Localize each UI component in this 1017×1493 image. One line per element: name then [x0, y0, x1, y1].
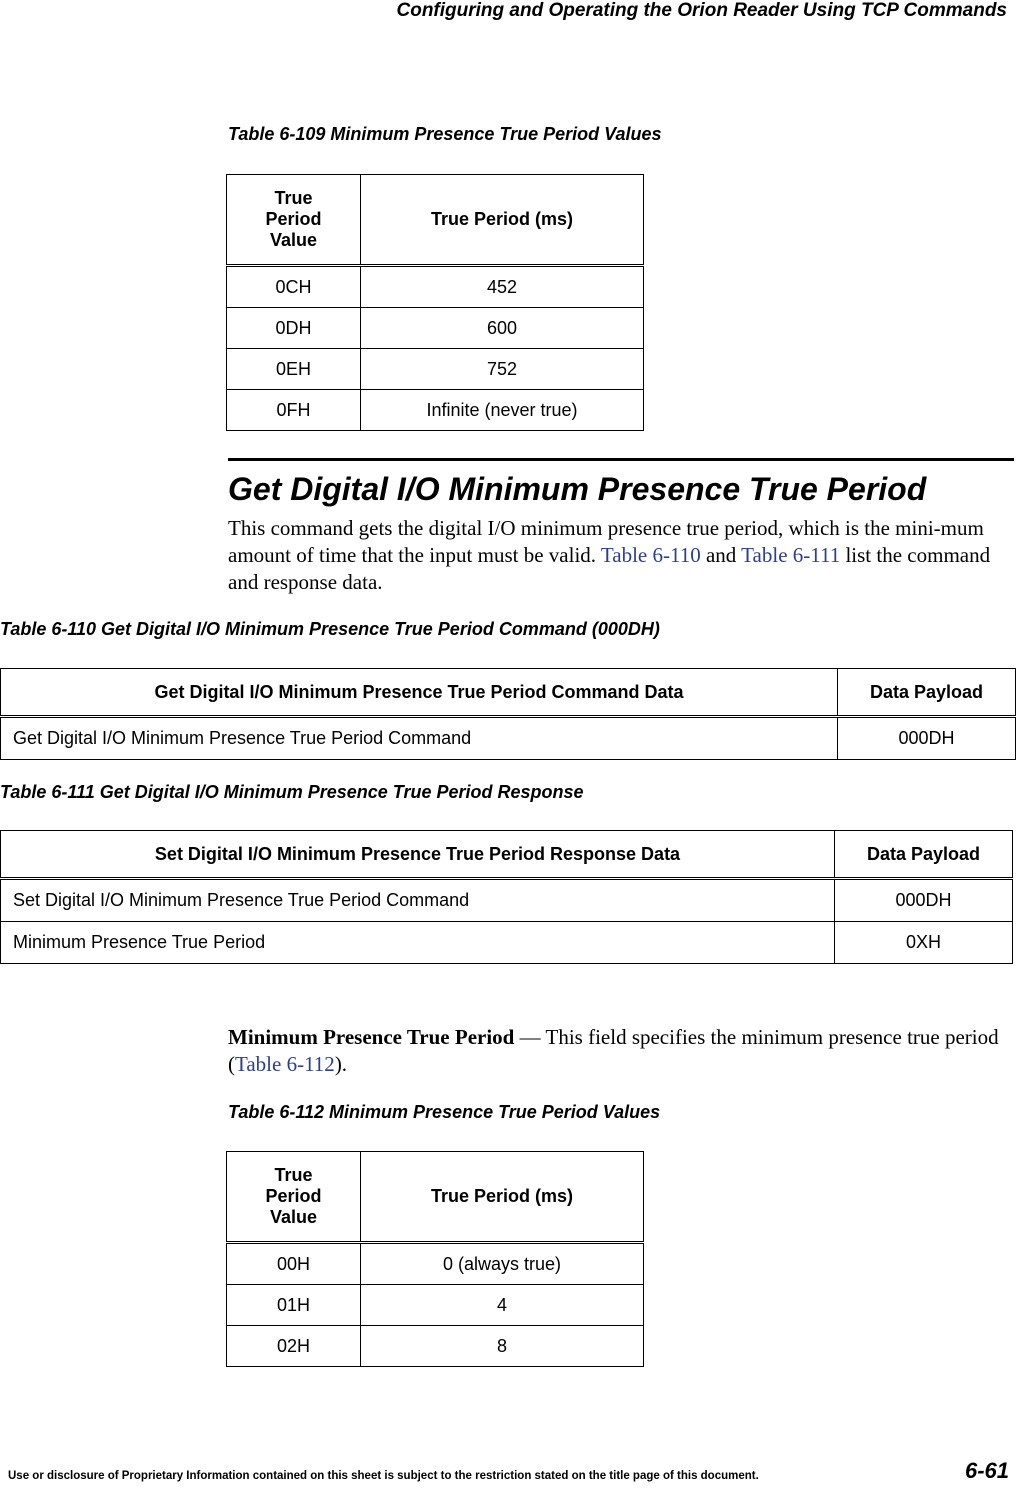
table-110-header-data: Get Digital I/O Minimum Presence True Period Command Data: [1, 669, 838, 717]
xref-table-6-112[interactable]: Table 6-112: [235, 1052, 335, 1076]
table-110-header-payload: Data Payload: [838, 669, 1016, 717]
section-paragraph: This command gets the digital I/O minimum presence true period, which is the mini-mum amount of time that the input must be valid. Table 6-110 and Table 6-111 list the command and response data.: [228, 516, 991, 594]
table-112-header-value: True Period Value: [227, 1152, 361, 1243]
footer-notice: Use or disclosure of Proprietary Information contained on this sheet is subject to the restriction stated on the title page of this document.: [8, 1470, 759, 1482]
table-112: [226, 1151, 644, 1367]
table-row: 01H 4: [227, 1285, 644, 1326]
table-110: [0, 668, 1016, 760]
table-row: 0FH Infinite (never true): [227, 390, 644, 431]
xref-table-6-110[interactable]: Table 6-110: [600, 543, 701, 567]
section-rule: [228, 458, 1014, 461]
table-112-caption: Table 6-112 Minimum Presence True Period Values: [228, 1102, 661, 1122]
table-109: [226, 174, 644, 431]
table-row: Minimum Presence True Period 0XH: [1, 922, 1013, 964]
table-111-header-data: Set Digital I/O Minimum Presence True Period Response Data: [1, 831, 835, 879]
table-111: [0, 830, 1013, 964]
table-row: 02H 8: [227, 1326, 644, 1367]
field-term: Minimum Presence True Period: [228, 1025, 515, 1049]
running-header: Configuring and Operating the Orion Reader Using TCP Commands: [396, 0, 1007, 21]
table-109-header-ms: True Period (ms): [361, 175, 644, 266]
table-111-caption: Table 6-111 Get Digital I/O Minimum Presence True Period Response: [0, 782, 584, 802]
table-row: 00H 0 (always true): [227, 1243, 644, 1285]
table-109-header-value: True Period Value: [227, 175, 361, 266]
table-row: 0CH 452: [227, 266, 644, 308]
page-number: 6-61: [964, 1458, 1009, 1483]
table-row: Set Digital I/O Minimum Presence True Period Command 000DH: [1, 879, 1013, 922]
section-heading: Get Digital I/O Minimum Presence True Period: [228, 471, 927, 507]
table-112-header-ms: True Period (ms): [361, 1152, 644, 1243]
xref-table-6-111[interactable]: Table 6-111: [741, 543, 841, 567]
table-row: Get Digital I/O Minimum Presence True Period Command 000DH: [1, 717, 1016, 760]
table-110-caption: Table 6-110 Get Digital I/O Minimum Presence True Period Command (000DH): [0, 619, 660, 639]
table-111-header-payload: Data Payload: [835, 831, 1013, 879]
table-row: 0EH 752: [227, 349, 644, 390]
field-description: Minimum Presence True Period — This field specifies the minimum presence true period (Table 6-112).: [228, 1025, 999, 1076]
table-109-caption: Table 6-109 Minimum Presence True Period Values: [228, 124, 662, 144]
table-row: 0DH 600: [227, 308, 644, 349]
